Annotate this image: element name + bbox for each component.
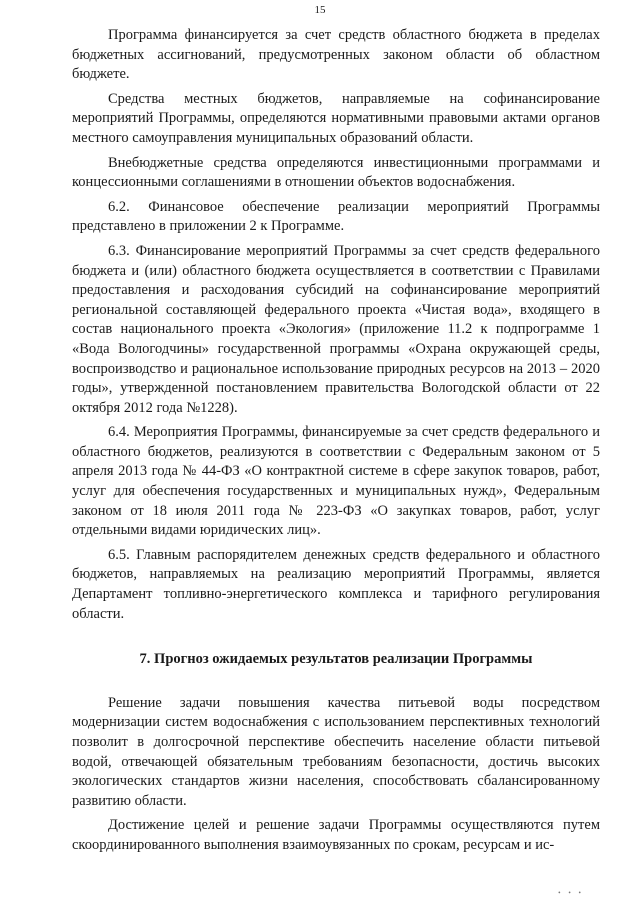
paragraph-6-3: 6.3. Финансирование мероприятий Программы за счет средств федерального бюджета и (или) областного бюджета осуществляется в соответствии с Правилами предоставления и расходования субсидий на софинансирование мероприятий региональной составляющей федерального проекта «Чистая вода», входящего в состав национального проекта «Экология» (приложение 11.2 к подпрограмме 1 «Вода Вологодчины» государственной программы «Охрана окружающей среды, воспроизводство и рациональное использование природных ресурсов на 2013 – 2020 годы», утвержденной постановлением правительства Вологодской области от 22 октября 2012 года №1228). [72,242,600,416]
paragraph-extrabudgetary: Внебюджетные средства определяются инвестиционными программами и концессионными соглашениями в отношении объектов водоснабжения. [72,154,600,191]
page-number: 15 [314,4,326,16]
paragraph-results-1: Решение задачи повышения качества питьевой воды посредством модернизации систем водоснабжения с использованием перспективных технологий позволит в долгосрочной перспективе обеспечить население области питьевой водой, отвечающей обязательным требованиям безопасности, достичь высоких экологических стандартов жизни населения, способствовать сбалансированному развитию области. [72,694,600,809]
paragraph-results-2: Достижение целей и решение задачи Программы осуществляются путем скоординированного выполнения взаимоувязанных по срокам, ресурсам и ис- [72,817,600,853]
paragraph-6-2: 6.2. Финансовое обеспечение реализации мероприятий Программы представлено в приложении 2 к Программе. [72,198,600,235]
paragraph-funding-source: Программа финансируется за счет средств областного бюджета в пределах бюджетных ассигнований, предусмотренных законом области об областном бюджете. [72,27,600,83]
scan-artifact-marks: • • • [558,889,584,897]
paragraph-local-budgets: Средства местных бюджетов, направляемые на софинансирование мероприятий Программы, определяются нормативными правовыми актами органов местного самоуправления муниципальных образований области. [72,90,600,146]
paragraph-6-4: 6.4. Мероприятия Программы, финансируемые за счет средств федерального и областного бюджетов, реализуются в соответствии с Федеральным законом от 5 апреля 2013 года № 44-ФЗ «О контрактной системе в сфере закупок товаров, работ, услуг для обеспечения государственных и муниципальных нужд», Федеральным законом от 18 июля 2011 года № 223-ФЗ «О закупках товаров, работ, услуг отдельными видами юридических лиц». [72,424,600,539]
paragraph-6-5: 6.5. Главным распорядителем денежных средств федерального и областного бюджетов, направляемых на реализацию мероприятий Программы, является Департамент топливно-энергетического комплекса и тарифного регулирования области. [72,546,600,622]
section-heading: 7. Прогноз ожидаемых результатов реализации Программы [139,651,533,668]
document-body [72,26,600,861]
